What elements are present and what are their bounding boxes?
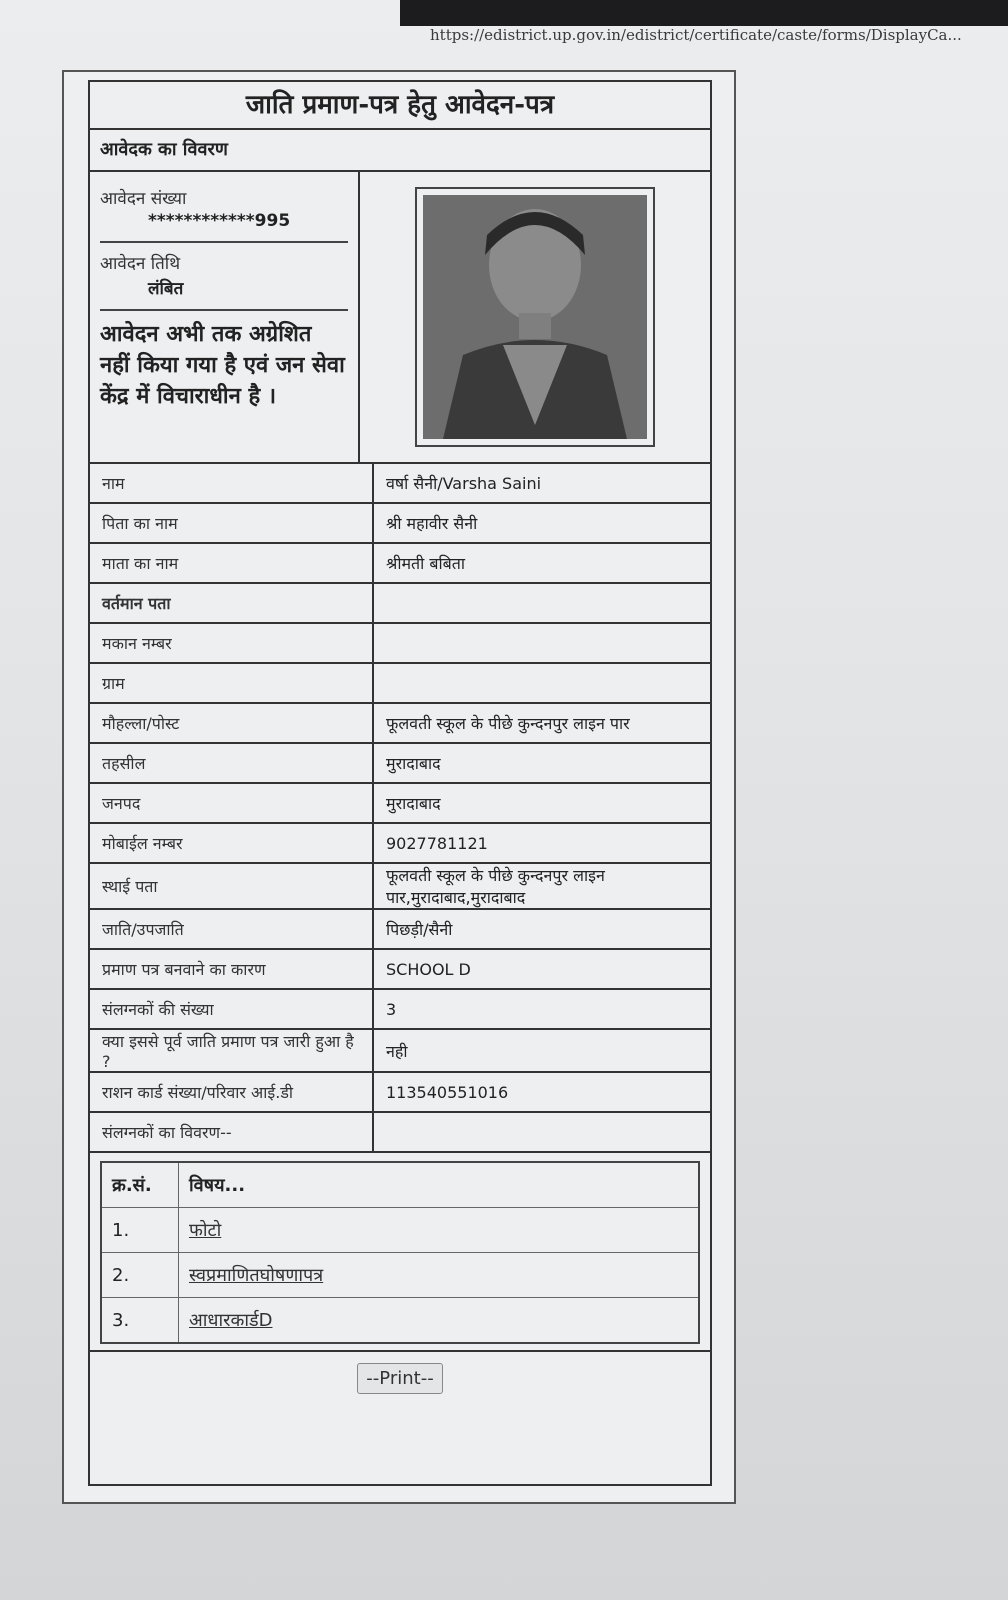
header-subject: विषय... xyxy=(179,1162,700,1208)
detail-row xyxy=(90,823,710,863)
form-container xyxy=(88,80,712,1486)
attachment-row xyxy=(101,1253,699,1298)
detail-value: 9027781121 xyxy=(373,823,710,863)
detail-row xyxy=(90,743,710,783)
application-number-label: आवेदन संख्या xyxy=(100,189,187,209)
detail-row xyxy=(90,703,710,743)
page-url: https://edistrict.up.gov.in/edistrict/certificate/caste/forms/DisplayCa... xyxy=(430,26,962,44)
detail-value: नही xyxy=(373,1029,710,1072)
detail-value: वर्षा सैनी/Varsha Saini xyxy=(373,464,710,503)
browser-top-bar xyxy=(400,0,1008,26)
detail-label: तहसील xyxy=(90,743,373,783)
header-serial: क्र.सं. xyxy=(101,1162,179,1208)
print-row xyxy=(90,1352,710,1404)
detail-row xyxy=(90,1112,710,1152)
detail-row xyxy=(90,503,710,543)
detail-label: जाति/उपजाति xyxy=(90,909,373,949)
detail-label: क्या इससे पूर्व जाति प्रमाण पत्र जारी हुआ है ? xyxy=(90,1029,373,1072)
divider xyxy=(100,309,348,311)
attachments-section xyxy=(90,1153,710,1352)
detail-row xyxy=(90,909,710,949)
attachment-row xyxy=(101,1298,699,1344)
attachment-serial: 2. xyxy=(101,1253,179,1298)
detail-row xyxy=(90,663,710,703)
detail-label: जनपद xyxy=(90,783,373,823)
detail-value: श्रीमती बबिता xyxy=(373,543,710,583)
person-silhouette-icon xyxy=(423,195,647,439)
detail-row xyxy=(90,863,710,909)
detail-value: पिछड़ी/सैनी xyxy=(373,909,710,949)
detail-row xyxy=(90,623,710,663)
applicant-photo xyxy=(423,195,647,439)
detail-row xyxy=(90,949,710,989)
photo-cell xyxy=(360,172,710,462)
attachment-row xyxy=(101,1208,699,1253)
detail-value: श्री महावीर सैनी xyxy=(373,503,710,543)
detail-label: नाम xyxy=(90,464,373,503)
detail-label: मकान नम्बर xyxy=(90,623,373,663)
attachments-header-row xyxy=(101,1162,699,1208)
detail-label: वर्तमान पता xyxy=(90,583,373,623)
attachment-link[interactable]: स्वप्रमाणितघोषणापत्र xyxy=(189,1265,324,1286)
application-number-value: ************995 xyxy=(148,211,291,231)
divider xyxy=(100,241,348,243)
detail-value: SCHOOL D xyxy=(373,949,710,989)
attachments-table xyxy=(100,1161,700,1344)
form-title: जाति प्रमाण-पत्र हेतु आवेदन-पत्र xyxy=(90,82,710,130)
detail-row xyxy=(90,464,710,503)
detail-row xyxy=(90,543,710,583)
attachment-link[interactable]: आधारकार्डD xyxy=(189,1310,273,1331)
details-table xyxy=(90,464,710,1153)
detail-label: स्थाई पता xyxy=(90,863,373,909)
detail-value xyxy=(373,583,710,623)
detail-value xyxy=(373,663,710,703)
application-info xyxy=(90,172,360,462)
detail-value: फूलवती स्कूल के पीछे कुन्दनपुर लाइन पार,मुरादाबाद,मुरादाबाद xyxy=(373,863,710,909)
detail-row xyxy=(90,989,710,1029)
detail-label: माता का नाम xyxy=(90,543,373,583)
application-date-label: आवेदन तिथि xyxy=(100,254,181,274)
application-date-value: लंबित xyxy=(148,279,184,299)
attachment-link[interactable]: फोटो xyxy=(189,1220,222,1241)
detail-value xyxy=(373,623,710,663)
application-summary xyxy=(90,172,710,464)
applicant-photo-frame xyxy=(415,187,655,447)
detail-row xyxy=(90,783,710,823)
detail-label: प्रमाण पत्र बनवाने का कारण xyxy=(90,949,373,989)
detail-value: 3 xyxy=(373,989,710,1029)
detail-value: मुरादाबाद xyxy=(373,783,710,823)
detail-label: पिता का नाम xyxy=(90,503,373,543)
detail-label: राशन कार्ड संख्या/परिवार आई.डी xyxy=(90,1072,373,1112)
printout-sheet xyxy=(62,70,736,1504)
detail-row xyxy=(90,1029,710,1072)
section-heading: आवेदक का विवरण xyxy=(90,130,710,172)
detail-label: संलग्नकों का विवरण-- xyxy=(90,1112,373,1152)
detail-value xyxy=(373,1112,710,1152)
attachment-serial: 1. xyxy=(101,1208,179,1253)
print-button[interactable]: --Print-- xyxy=(357,1363,442,1394)
detail-value: 113540551016 xyxy=(373,1072,710,1112)
detail-label: ग्राम xyxy=(90,663,373,703)
attachment-serial: 3. xyxy=(101,1298,179,1344)
detail-value: मुरादाबाद xyxy=(373,743,710,783)
detail-label: संलग्नकों की संख्या xyxy=(90,989,373,1029)
detail-value: फूलवती स्कूल के पीछे कुन्दनपुर लाइन पार xyxy=(373,703,710,743)
detail-row xyxy=(90,583,710,623)
detail-label: मोबाईल नम्बर xyxy=(90,823,373,863)
status-notice: आवेदन अभी तक अग्रेशित नहीं किया गया है एवं जन सेवा केंद्र में विचाराधीन है । xyxy=(100,321,345,409)
detail-label: मौहल्ला/पोस्ट xyxy=(90,703,373,743)
detail-row xyxy=(90,1072,710,1112)
